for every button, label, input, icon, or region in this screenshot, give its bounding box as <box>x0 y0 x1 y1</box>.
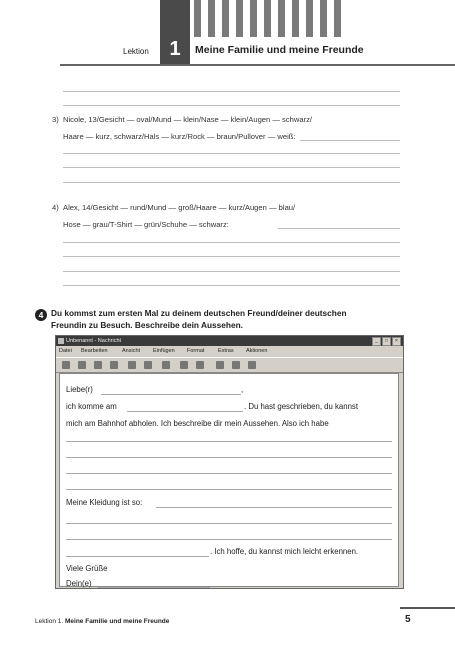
answer-line[interactable] <box>300 140 400 141</box>
write-line <box>63 91 400 92</box>
header-rule <box>60 64 455 66</box>
signoff-label: Dein(e) <box>66 579 92 588</box>
instruction-line: Freundin zu Besuch. Beschreibe dein Aussehen. <box>51 320 243 330</box>
menu-einfuegen[interactable]: Einfügen <box>153 348 175 354</box>
exercise-number-badge: 4 <box>35 309 47 321</box>
answer-line[interactable] <box>63 285 400 286</box>
answer-line[interactable] <box>66 441 392 442</box>
greeting: Liebe(r) <box>66 385 93 394</box>
task-number: 4) <box>52 203 59 212</box>
close-button[interactable]: × <box>392 337 401 346</box>
check-icon[interactable] <box>196 361 204 369</box>
minimize-button[interactable]: _ <box>372 337 381 346</box>
message-body[interactable] <box>59 373 399 587</box>
letter-line-2-end: . Du hast geschrieben, du kannst <box>244 402 358 411</box>
kleidung-label: Meine Kleidung ist so: <box>66 498 143 507</box>
closing-greeting: Viele Grüße <box>66 564 108 573</box>
attach-icon[interactable] <box>162 361 170 369</box>
close-doc-icon[interactable] <box>248 361 256 369</box>
answer-line[interactable] <box>63 256 400 257</box>
paste-icon[interactable] <box>128 361 136 369</box>
answer-line[interactable] <box>66 457 392 458</box>
answer-line[interactable] <box>66 539 392 540</box>
menu-format[interactable]: Format <box>187 348 205 354</box>
answer-line[interactable] <box>63 242 400 243</box>
letter-line-3: mich am Bahnhof abholen. Ich beschreibe dir mein Aussehen. Also ich habe <box>66 419 329 428</box>
signature-blank[interactable] <box>98 587 210 588</box>
menu-ansicht[interactable]: Ansicht <box>122 348 141 354</box>
greeting-comma: , <box>241 385 244 394</box>
answer-line[interactable] <box>66 473 392 474</box>
flag-icon[interactable] <box>180 361 188 369</box>
header-stripes <box>194 0 344 37</box>
window-titlebar[interactable] <box>56 336 403 346</box>
cut-icon[interactable] <box>94 361 102 369</box>
footer-text <box>35 618 169 625</box>
page-number: 5 <box>405 614 411 625</box>
answer-line[interactable] <box>156 507 392 508</box>
answer-line[interactable] <box>278 228 400 229</box>
menu-bar <box>56 347 403 356</box>
task-line: Nicole, 13/Gesicht — oval/Mund — klein/Nase — klein/Augen — schwarz/ <box>63 115 313 124</box>
footer-lektion: Lektion 1. <box>35 618 64 625</box>
options-icon[interactable] <box>232 361 240 369</box>
lektion-number: 1 <box>169 38 181 60</box>
footer-title: Meine Familie und meine Freunde <box>65 618 170 625</box>
priority-icon[interactable] <box>216 361 224 369</box>
send-icon[interactable] <box>62 361 70 369</box>
menu-datei[interactable]: Datei <box>59 348 72 354</box>
letter-line-2-start: ich komme am <box>66 402 117 411</box>
date-blank[interactable] <box>127 411 243 412</box>
answer-line[interactable] <box>63 182 400 183</box>
task-line: Alex, 14/Gesicht — rund/Mund — groß/Haare — kurz/Augen — blau/ <box>63 203 296 212</box>
write-line <box>63 105 400 106</box>
exercise-instruction <box>51 307 401 331</box>
window-title: Unbenannt - Nachricht <box>66 338 122 344</box>
menu-extras[interactable]: Extras <box>218 348 234 354</box>
answer-line[interactable] <box>66 489 392 490</box>
save-icon[interactable] <box>78 361 86 369</box>
page-title: Meine Familie und meine Freunde <box>195 44 364 56</box>
task-number: 3) <box>52 115 59 124</box>
name-blank[interactable] <box>101 394 241 395</box>
undo-icon[interactable] <box>144 361 152 369</box>
task-line: Hose — grau/T-Shirt — grün/Schuhe — schwarz: <box>63 220 229 229</box>
email-window <box>55 335 404 589</box>
answer-line[interactable] <box>63 153 400 154</box>
instruction-line: Du kommst zum ersten Mal zu deinem deutschen Freund/deiner deutschen <box>51 308 347 318</box>
maximize-button[interactable]: □ <box>382 337 391 346</box>
lektion-label: Lektion <box>123 47 149 56</box>
answer-line[interactable] <box>63 167 400 168</box>
app-icon <box>58 338 64 344</box>
copy-icon[interactable] <box>110 361 118 369</box>
hoffe-text: . Ich hoffe, du kannst mich leicht erkennen. <box>210 547 359 556</box>
menu-aktionen[interactable]: Aktionen <box>246 348 268 354</box>
toolbar <box>56 357 403 373</box>
answer-line[interactable] <box>66 523 392 524</box>
task-line: Haare — kurz, schwarz/Hals — kurz/Rock — braun/Pullover — weiß: <box>63 132 296 141</box>
answer-line[interactable] <box>66 556 209 557</box>
menu-bearbeiten[interactable]: Bearbeiten <box>81 348 108 354</box>
footer-rule <box>400 607 455 609</box>
answer-line[interactable] <box>63 271 400 272</box>
